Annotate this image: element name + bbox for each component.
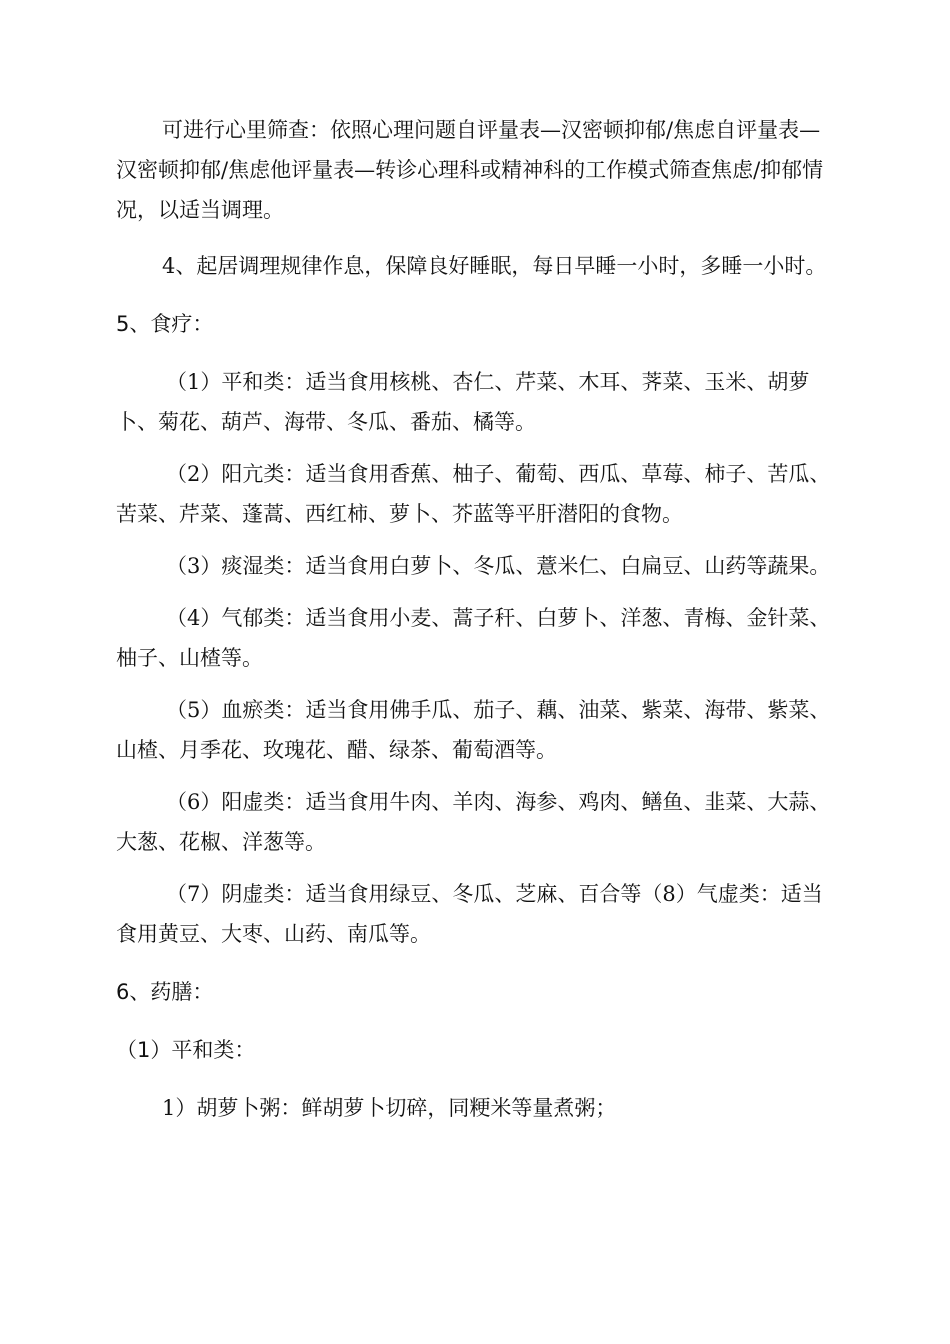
diet-item-blood-stasis: （5）血瘀类：适当食用佛手瓜、茄子、藕、油菜、紫菜、海带、紫菜、山楂、月季花、玫瑰花、醋、绿茶、葡萄酒等。 xyxy=(116,698,831,762)
diet-item-balanced: （1）平和类：适当食用核桃、杏仁、芹菜、木耳、荠菜、玉米、胡萝卜、菊花、葫芦、海带、冬瓜、番茄、橘等。 xyxy=(116,370,810,434)
paragraph-psych-screening: 可进行心里筛查：依照心理问题自评量表—汉密顿抑郁/焦虑自评量表—汉密顿抑郁/焦虑他评量表—转诊心理科或精神科的工作模式筛查焦虑/抑郁情况，以适当调理。 xyxy=(116,118,824,222)
medicinal-sub-heading-balanced: （1）平和类： xyxy=(116,1038,256,1062)
diet-item-yang-hyperactive: （2）阳亢类：适当食用香蕉、柚子、葡萄、西瓜、草莓、柿子、苦瓜、苦菜、芹菜、蓬蒿、西红柿、萝卜、芥蓝等平肝潜阳的食物。 xyxy=(116,462,831,526)
section-heading-diet-therapy: 5、食疗： xyxy=(116,312,214,336)
diet-item-yang-deficiency: （6）阳虚类：适当食用牛肉、羊肉、海参、鸡肉、鳝鱼、韭菜、大蒜、大葱、花椒、洋葱等。 xyxy=(116,790,831,854)
diet-item-qi-stagnation: （4）气郁类：适当食用小麦、蒿子秆、白萝卜、洋葱、青梅、金针菜、柚子、山楂等。 xyxy=(116,606,831,670)
paragraph-daily-routine: 4、起居调理规律作息，保障良好睡眠，每日早睡一小时，多睡一小时。 xyxy=(162,254,827,278)
document-body xyxy=(116,110,836,1128)
diet-item-phlegm-damp: （3）痰湿类：适当食用白萝卜、冬瓜、薏米仁、白扁豆、山药等蔬果。 xyxy=(166,554,831,578)
medicinal-item-carrot-porridge: 1）胡萝卜粥：鲜胡萝卜切碎，同粳米等量煮粥； xyxy=(162,1096,617,1120)
section-heading-medicinal-diet: 6、药膳： xyxy=(116,980,214,1004)
diet-item-yin-qi-deficiency: （7）阴虚类：适当食用绿豆、冬瓜、芝麻、百合等（8）气虚类：适当食用黄豆、大枣、山药、南瓜等。 xyxy=(116,882,823,946)
